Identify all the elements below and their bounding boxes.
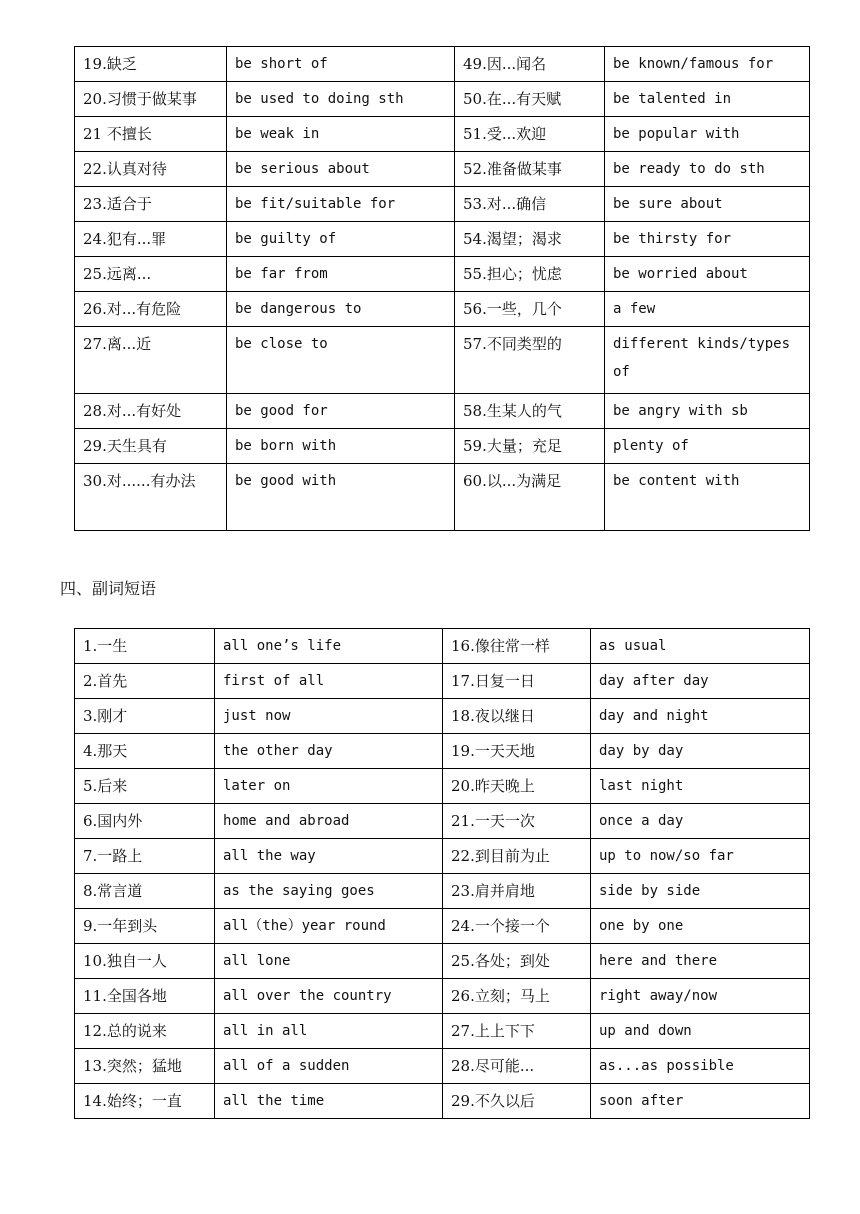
chinese-term-cell: 10.独自一人 [75,944,215,979]
chinese-term-cell: 23.肩并肩地 [443,874,591,909]
english-phrase-cell: be fit/suitable for [227,187,455,222]
table-row [75,222,810,257]
english-phrase-cell: as the saying goes [215,874,443,909]
table-row [75,117,810,152]
english-phrase-cell: all lone [215,944,443,979]
english-phrase-cell: be angry with sb [605,394,810,429]
english-phrase-cell: the other day [215,734,443,769]
table-row [75,429,810,464]
english-phrase-cell: be guilty of [227,222,455,257]
chinese-term-cell: 26.对...有危险 [75,292,227,327]
english-phrase-cell: as usual [591,629,810,664]
table-row [75,699,810,734]
section-heading: 四、副词短语 [60,579,157,598]
english-phrase-cell: one by one [591,909,810,944]
table-row [75,292,810,327]
chinese-term-cell: 3.刚才 [75,699,215,734]
chinese-term-cell: 20.昨天晚上 [443,769,591,804]
chinese-term-cell: 11.全国各地 [75,979,215,1014]
english-phrase-cell: day after day [591,664,810,699]
chinese-term-cell: 22.认真对待 [75,152,227,187]
english-phrase-cell: later on [215,769,443,804]
table-row [75,944,810,979]
chinese-term-cell: 59.大量；充足 [455,429,605,464]
table-row [75,327,810,394]
chinese-term-cell: 18.夜以继日 [443,699,591,734]
chinese-term-cell: 25.远离... [75,257,227,292]
table-row [75,979,810,1014]
english-phrase-cell: be worried about [605,257,810,292]
table-row [75,909,810,944]
chinese-term-cell: 28.尽可能... [443,1049,591,1084]
chinese-term-cell: 52.准备做某事 [455,152,605,187]
english-phrase-cell: be popular with [605,117,810,152]
table-row [75,187,810,222]
table-row [75,769,810,804]
chinese-term-cell: 49.因...闻名 [455,47,605,82]
english-phrase-cell: plenty of [605,429,810,464]
english-phrase-cell: side by side [591,874,810,909]
english-phrase-cell: be talented in [605,82,810,117]
chinese-term-cell: 21 不擅长 [75,117,227,152]
english-phrase-cell: be serious about [227,152,455,187]
english-phrase-cell: up to now/so far [591,839,810,874]
adverb-phrase-table [74,628,810,1119]
english-phrase-cell: be good for [227,394,455,429]
english-phrase-cell: be short of [227,47,455,82]
chinese-term-cell: 57.不同类型的 [455,327,605,394]
table-row [75,664,810,699]
english-phrase-cell: be content with [605,464,810,531]
english-phrase-cell: be used to doing sth [227,82,455,117]
table-row [75,1014,810,1049]
english-phrase-cell: day by day [591,734,810,769]
chinese-term-cell: 20.习惯于做某事 [75,82,227,117]
chinese-term-cell: 24.一个接一个 [443,909,591,944]
english-phrase-cell: last night [591,769,810,804]
english-phrase-cell: all（the）year round [215,909,443,944]
chinese-term-cell: 8.常言道 [75,874,215,909]
chinese-term-cell: 28.对...有好处 [75,394,227,429]
chinese-term-cell: 7.一路上 [75,839,215,874]
chinese-term-cell: 30.对......有办法 [75,464,227,531]
english-phrase-cell: be far from [227,257,455,292]
english-phrase-cell: a few [605,292,810,327]
table-row [75,394,810,429]
english-phrase-cell: be sure about [605,187,810,222]
chinese-term-cell: 26.立刻；马上 [443,979,591,1014]
chinese-term-cell: 23.适合于 [75,187,227,222]
chinese-term-cell: 17.日复一日 [443,664,591,699]
chinese-term-cell: 21.一天一次 [443,804,591,839]
chinese-term-cell: 58.生某人的气 [455,394,605,429]
english-phrase-cell: all of a sudden [215,1049,443,1084]
english-phrase-cell: all one’s life [215,629,443,664]
table-row [75,629,810,664]
table-row [75,1084,810,1119]
table-row [75,47,810,82]
english-phrase-cell: home and abroad [215,804,443,839]
english-phrase-cell: be born with [227,429,455,464]
chinese-term-cell: 9.一年到头 [75,909,215,944]
chinese-term-cell: 29.不久以后 [443,1084,591,1119]
english-phrase-cell: be good with [227,464,455,531]
english-phrase-cell: up and down [591,1014,810,1049]
english-phrase-cell: all the way [215,839,443,874]
table-row [75,82,810,117]
chinese-term-cell: 27.上上下下 [443,1014,591,1049]
chinese-term-cell: 54.渴望；渴求 [455,222,605,257]
chinese-term-cell: 14.始终；一直 [75,1084,215,1119]
english-phrase-cell: be close to [227,327,455,394]
chinese-term-cell: 19.一天天地 [443,734,591,769]
chinese-term-cell: 55.担心；忧虑 [455,257,605,292]
english-phrase-cell: soon after [591,1084,810,1119]
english-phrase-cell: all in all [215,1014,443,1049]
english-phrase-cell: all the time [215,1084,443,1119]
table-row [75,734,810,769]
chinese-term-cell: 53.对...确信 [455,187,605,222]
table-row [75,839,810,874]
chinese-term-cell: 16.像往常一样 [443,629,591,664]
english-phrase-cell: be dangerous to [227,292,455,327]
chinese-term-cell: 60.以...为满足 [455,464,605,531]
english-phrase-cell: be known/famous for [605,47,810,82]
table-row [75,152,810,187]
chinese-term-cell: 51.受...欢迎 [455,117,605,152]
english-phrase-cell: be thirsty for [605,222,810,257]
table-row [75,257,810,292]
table-row [75,464,810,531]
adjective-phrase-table [74,46,810,531]
table-row [75,804,810,839]
chinese-term-cell: 12.总的说来 [75,1014,215,1049]
chinese-term-cell: 50.在...有天赋 [455,82,605,117]
english-phrase-cell: just now [215,699,443,734]
english-phrase-cell: as...as possible [591,1049,810,1084]
table-row [75,1049,810,1084]
chinese-term-cell: 1.一生 [75,629,215,664]
english-phrase-cell: all over the country [215,979,443,1014]
chinese-term-cell: 56.一些，几个 [455,292,605,327]
english-phrase-cell: be ready to do sth [605,152,810,187]
english-phrase-cell: different kinds/types of [605,327,810,394]
english-phrase-cell: be weak in [227,117,455,152]
english-phrase-cell: here and there [591,944,810,979]
chinese-term-cell: 25.各处；到处 [443,944,591,979]
english-phrase-cell: day and night [591,699,810,734]
chinese-term-cell: 4.那天 [75,734,215,769]
chinese-term-cell: 2.首先 [75,664,215,699]
chinese-term-cell: 27.离...近 [75,327,227,394]
table-row [75,874,810,909]
chinese-term-cell: 29.天生具有 [75,429,227,464]
chinese-term-cell: 6.国内外 [75,804,215,839]
english-phrase-cell: once a day [591,804,810,839]
english-phrase-cell: first of all [215,664,443,699]
english-phrase-cell: right away/now [591,979,810,1014]
chinese-term-cell: 24.犯有...罪 [75,222,227,257]
chinese-term-cell: 13.突然；猛地 [75,1049,215,1084]
chinese-term-cell: 19.缺乏 [75,47,227,82]
chinese-term-cell: 22.到目前为止 [443,839,591,874]
chinese-term-cell: 5.后来 [75,769,215,804]
